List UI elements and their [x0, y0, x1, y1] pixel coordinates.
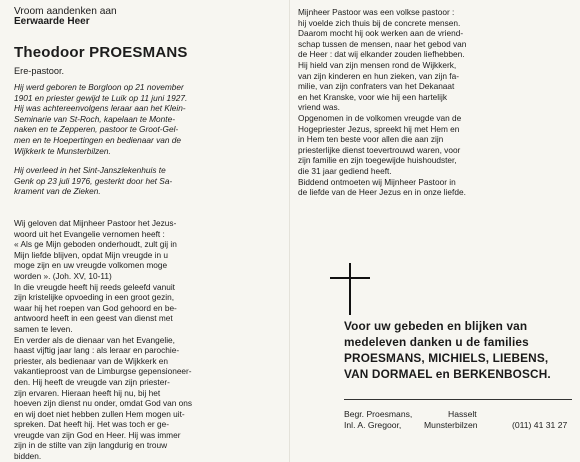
body-line: den. Hij heeft de vreugde van zijn priester-	[14, 376, 170, 387]
body-line: moge zijn en uw vreugde volkomen moge	[14, 260, 168, 271]
body-line: spreken. Dat heeft hij. Het was toch er ge-	[14, 419, 169, 430]
intro-text: Vroom aandenken aan	[14, 6, 117, 17]
body-line: in Hem ten beste voor allen die aan zijn	[298, 134, 444, 145]
body-line: vakantieproost van de Limburgse gepensioneer-	[14, 366, 192, 377]
thanks-line: VAN DORMAEL en BERKENBOSCH.	[344, 367, 551, 381]
bio-line: 1901 en priester gewijd te Luik op 11 juni 1927.	[14, 92, 188, 103]
body-line: bidden.	[14, 451, 42, 462]
body-line: « Als ge Mijn geboden onderhoudt, zult gij in	[14, 239, 177, 250]
death-paragraph	[14, 165, 276, 197]
honorific-title: Eerwaarde Heer	[14, 16, 90, 27]
body-line: Hij hield van zijn mensen rond de Wijkkerk,	[298, 59, 457, 70]
body-line: Hogepriester Jezus, spreekt hij met Hem en	[298, 123, 460, 134]
body-line: vriend was.	[298, 102, 340, 113]
bio-line: naken en te Zepperen, pastoor te Groot-Gel-	[14, 124, 179, 135]
body-line: en wij doet niet hebben zullen Hem mogen uit-	[14, 408, 185, 419]
death-line: krament van de Zieken.	[14, 186, 101, 197]
cross-vertical-bar	[349, 263, 351, 315]
body-line: die 31 jaar gediend heeft.	[298, 165, 392, 176]
thanks-line: medeleven danken u de families	[344, 335, 529, 349]
cross-icon	[330, 263, 370, 315]
bio-line: Wijkkerk te Munsterbilzen.	[14, 145, 111, 156]
footer-divider	[344, 399, 572, 400]
funeral-director-name: Begr. Proesmans,	[344, 409, 413, 419]
death-line: Hij overleed in het Sint-Janszlekenhuis te	[14, 165, 166, 175]
body-line: waar hij het roepen van God gehoord en be-	[14, 302, 177, 313]
body-line: en het Kranske, voor wie hij een hartelijk	[298, 91, 447, 102]
body-line: zijn in de stilte van zijn langdurig en trouw	[14, 440, 168, 451]
body-line: zijn kristelijke opvoeding in een groot gezin,	[14, 292, 175, 303]
body-line: de liefde van de Heer Jezus en in onze liefde.	[298, 187, 466, 198]
body-line: Mijn liefde blijven, opdat Mijn vreugde in u	[14, 249, 169, 260]
body-line: worden ». (Joh. XV, 10-11)	[14, 270, 112, 281]
bio-line: Hij werd geboren te Borgloon op 21 november	[14, 82, 184, 92]
body-line: vreugde van zijn God en Heer. Hij was immer	[14, 429, 181, 440]
thanks-line: Voor uw gebeden en blijken van	[344, 319, 528, 333]
body-line: schap tussen de mensen, naar het gebod van	[298, 38, 467, 49]
right-page	[290, 0, 580, 462]
death-line: Genk op 23 juli 1976, gesterkt door het Sa-	[14, 175, 173, 186]
body-line: In die vreugde heeft hij reeds geleefd vanuit	[14, 281, 175, 292]
body-line: Biddend ontmoeten wij Mijnheer Pastoor in	[298, 176, 456, 187]
deceased-role: Ere-pastoor.	[14, 66, 65, 76]
bio-line: Seminarie van St-Roch, kapelaan te Monte-	[14, 113, 175, 124]
right-body-text	[298, 7, 568, 198]
body-line: van zijn kinderen en hun zieken, van zijn fa-	[298, 70, 459, 81]
contact-place: Munsterbilzen	[424, 420, 478, 430]
body-line: hij voelde zich thuis bij de concrete mensen.	[298, 17, 461, 28]
body-line: woord uit het Evangelie vernomen heeft :	[14, 228, 165, 239]
body-line: milie, van zijn confraters van het Dekanaat	[298, 81, 455, 92]
body-line: priesterlijke dienst toevertrouwd waren, voor	[298, 144, 461, 155]
body-line: hoeven zijn dienst nu onder, omdat God van ons	[14, 398, 193, 409]
body-line: Daarom mocht hij ook werken aan de vriend-	[298, 28, 464, 39]
body-line: de Heer : dat wij elkander zouden liefhebben.	[298, 49, 465, 60]
bio-line: Hij was achtereenvolgens leraar aan het Klein-	[14, 103, 186, 114]
body-line: Opgenomen in de volkomen vreugde van de	[298, 112, 462, 123]
body-line: zijn familie en zijn toegewijde huishoudster,	[298, 155, 457, 166]
body-line: samen te leven.	[14, 323, 73, 334]
deceased-name: Theodoor PROESMANS	[14, 44, 188, 61]
body-line: antwoord heeft in een geest van dienst met	[14, 313, 173, 324]
body-line: zijn ervaren. Hieraan heeft hij nu, bij het	[14, 387, 161, 398]
contact-name: Inl. A. Gregoor,	[344, 420, 402, 430]
biography-paragraph	[14, 82, 276, 156]
funeral-director-place: Hasselt	[448, 409, 477, 419]
body-line: priester, als bedienaar van de Wijkkerk en	[14, 355, 169, 366]
body-line: Wij geloven dat Mijnheer Pastoor het Jezus-	[14, 218, 177, 228]
thanks-line: PROESMANS, MICHIELS, LIEBENS,	[344, 351, 549, 365]
cross-horizontal-bar	[330, 277, 370, 279]
contact-phone: (011) 41 31 27	[512, 420, 568, 430]
body-line: En verder als de dienaar van het Evangelie,	[14, 334, 175, 345]
bio-line: men en te Hoepertingen en bedienaar van de	[14, 134, 181, 145]
body-line: haast vijftig jaar lang : als leraar en parochie-	[14, 345, 180, 356]
body-line: Mijnheer Pastoor was een volkse pastoor :	[298, 7, 455, 17]
thanks-message	[344, 318, 568, 382]
left-body-text	[14, 218, 276, 462]
